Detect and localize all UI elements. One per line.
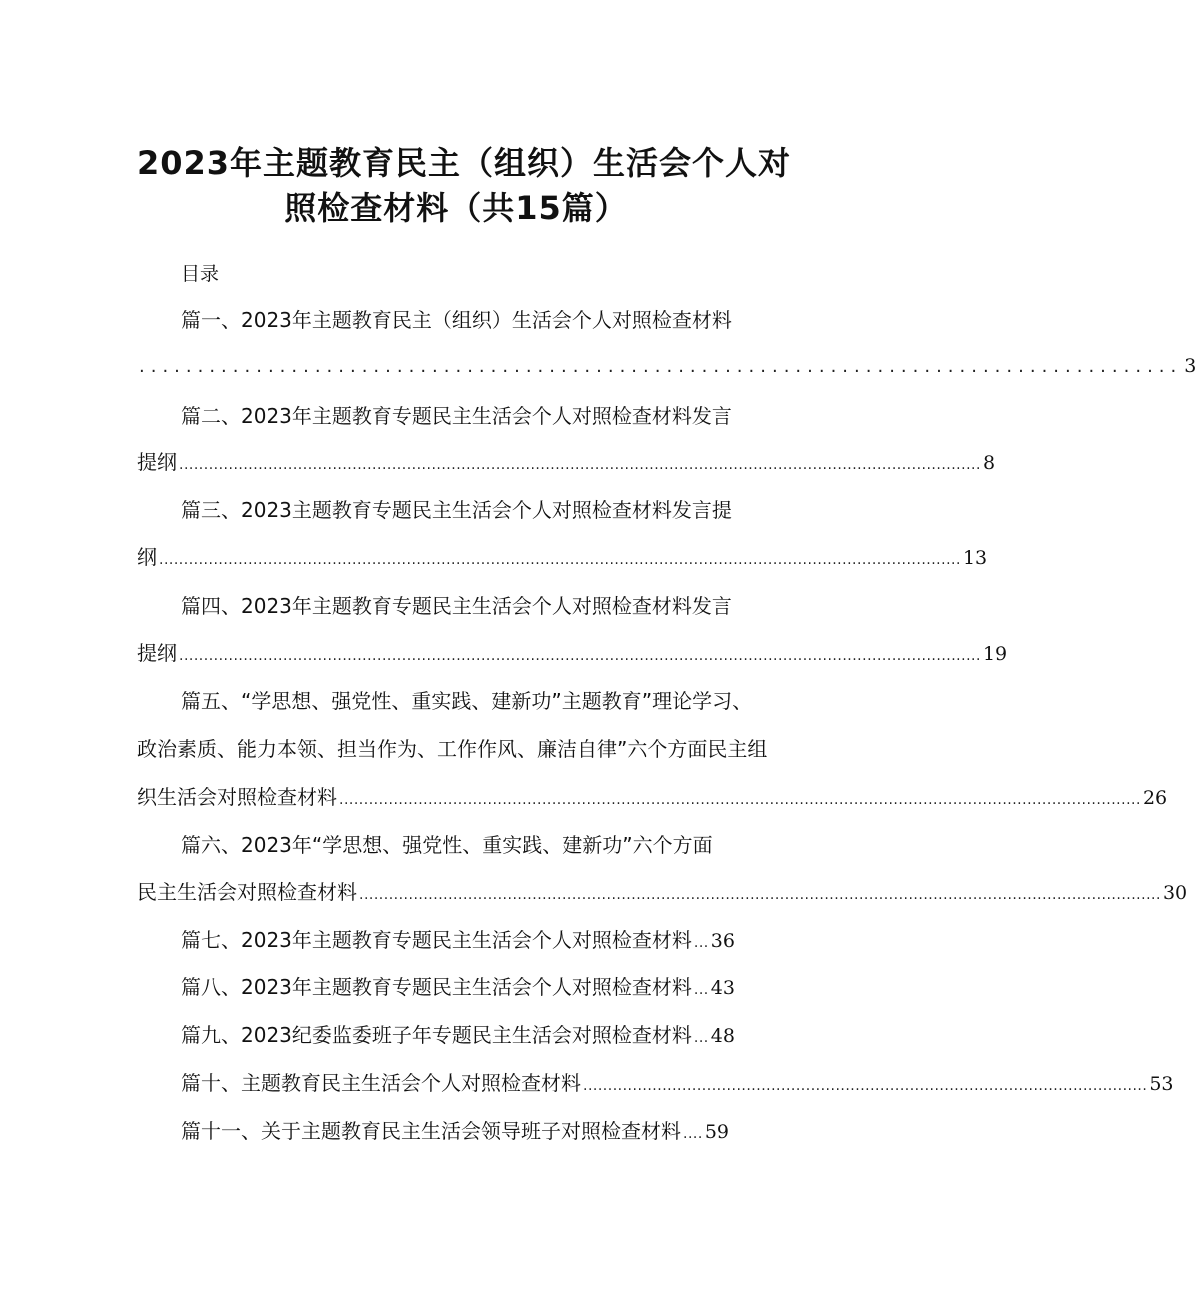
toc-entry-3-page[interactable]: 13: [962, 547, 988, 569]
dot-leader: ...: [693, 982, 709, 998]
toc-entry-6-page[interactable]: 30: [1162, 882, 1188, 904]
toc-entry-10[interactable]: [181, 1069, 1174, 1100]
toc-entry-3-continuation: [137, 543, 988, 574]
dot-leader: ...: [693, 935, 709, 951]
dot-leader: ....: [683, 1126, 703, 1142]
toc-entry-3-title-cont[interactable]: 纲: [137, 545, 157, 569]
dot-leader: ..................................................................................................................................................................: [179, 457, 981, 473]
toc-heading: 目录: [181, 263, 220, 285]
toc-entry-3-title[interactable]: 篇三、2023主题教育专题民主生活会个人对照检查材料发言提: [181, 498, 732, 522]
toc-entry-5-title-cont[interactable]: 织生活会对照检查材料: [137, 785, 337, 809]
toc-entry-4-title-cont[interactable]: 提纲: [137, 641, 177, 665]
toc-entry-10-title[interactable]: 篇十、主题教育民主生活会个人对照检查材料: [181, 1071, 581, 1095]
dot-leader: ..................................................................................................................................................................: [179, 648, 981, 664]
toc-entry-2-title-cont[interactable]: 提纲: [137, 450, 177, 474]
toc-entry-2-page[interactable]: 8: [982, 452, 996, 474]
toc-entry-6-continuation: [137, 878, 1188, 909]
toc-entry-1-title[interactable]: 篇一、2023年主题教育民主（组织）生活会个人对照检查材料: [181, 308, 732, 332]
toc-entry-10-page[interactable]: 53: [1149, 1073, 1174, 1095]
toc-entry-2-title[interactable]: 篇二、2023年主题教育专题民主生活会个人对照检查材料发言: [181, 404, 732, 428]
toc-entry-11[interactable]: [181, 1117, 737, 1148]
toc-entry-11-page[interactable]: 59: [704, 1121, 729, 1143]
toc-entry-5-title-mid[interactable]: 政治素质、能力本领、担当作为、工作作风、廉洁自律”六个方面民主组: [137, 737, 768, 761]
toc-entry-7-title[interactable]: 篇七、2023年主题教育专题民主生活会个人对照检查材料: [181, 928, 692, 952]
toc-entry-5-page[interactable]: 26: [1142, 787, 1168, 809]
toc-entry-9[interactable]: [181, 1021, 735, 1052]
dot-leader: ...: [693, 1030, 709, 1046]
toc-entry-11-title[interactable]: 篇十一、关于主题教育民主生活会领导班子对照检查材料: [181, 1119, 681, 1143]
toc-entry-1-leader: [137, 352, 1196, 381]
toc-entry-7[interactable]: [181, 926, 735, 957]
document-title-line-2: 照检查材料（共15篇）: [284, 189, 628, 227]
toc-entry-4-page[interactable]: 19: [982, 643, 1008, 665]
toc-entry-9-title[interactable]: 篇九、2023纪委监委班子年专题民主生活会对照检查材料: [181, 1023, 692, 1047]
dot-leader: ..................................................................................................................................................................: [159, 552, 961, 568]
document-title-line-1: 2023年主题教育民主（组织）生活会个人对: [136, 144, 792, 182]
dot-leader: ..................................................................................................................................................................: [359, 887, 1161, 903]
toc-entry-4-continuation: [137, 639, 1008, 670]
toc-entry-8-title[interactable]: 篇八、2023年主题教育专题民主生活会个人对照检查材料: [181, 975, 692, 999]
toc-entry-8-page[interactable]: 43: [710, 977, 735, 999]
toc-entry-9-page[interactable]: 48: [710, 1025, 735, 1047]
toc-entry-8[interactable]: [181, 973, 735, 1004]
dot-leader: .........................................................................................: [139, 356, 1183, 377]
toc-entry-6-title[interactable]: 篇六、2023年“学思想、强党性、重实践、建新功”六个方面: [181, 833, 713, 857]
toc-entry-5-continuation: [137, 783, 1168, 814]
toc-entry-6-title-cont[interactable]: 民主生活会对照检查材料: [137, 880, 357, 904]
dot-leader: ..................................................................................................................: [583, 1078, 1148, 1094]
toc-entry-5-title[interactable]: 篇五、“学思想、强党性、重实践、建新功”主题教育”理论学习、: [181, 689, 753, 713]
dot-leader: ..................................................................................................................................................................: [339, 792, 1141, 808]
toc-entry-7-page[interactable]: 36: [710, 930, 735, 952]
toc-entry-2-continuation: [137, 448, 996, 479]
toc-entry-1-page[interactable]: 3: [1184, 355, 1196, 377]
toc-entry-4-title[interactable]: 篇四、2023年主题教育专题民主生活会个人对照检查材料发言: [181, 594, 732, 618]
